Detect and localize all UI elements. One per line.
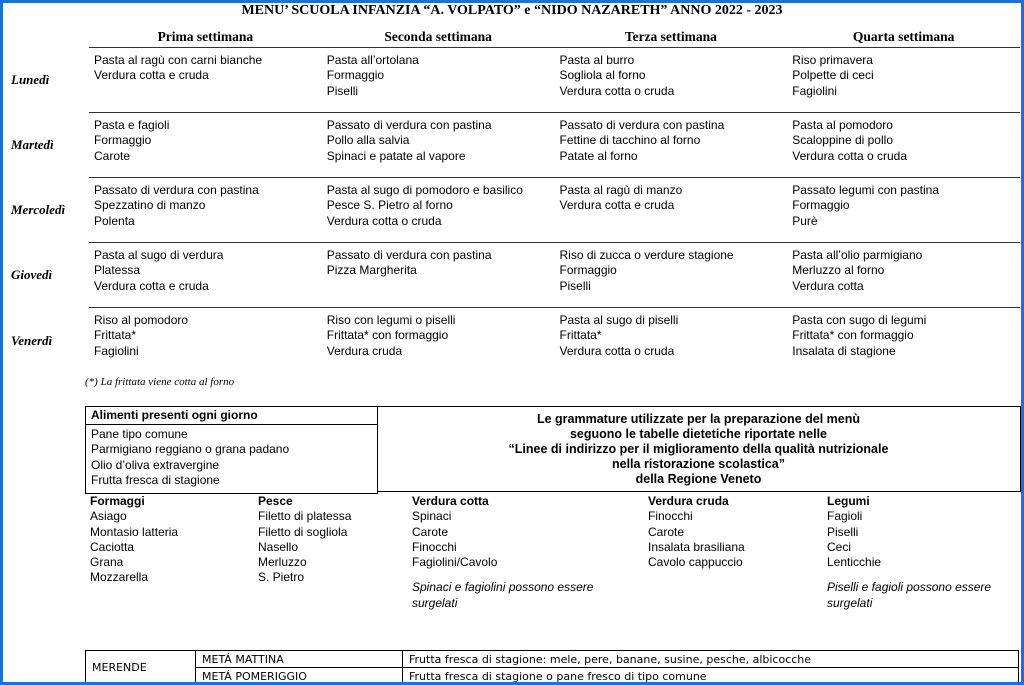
grammature-line: seguono le tabelle dietetiche riportate nelle [569,427,827,441]
dish: Sogliola al forno [559,68,646,83]
group-title: Verdura cruda [648,494,729,508]
dish: Frittata* [94,328,137,343]
group-item: Grana [90,555,124,570]
dish: Riso con legumi o piselli [326,313,456,327]
week-header: Seconda settimana [322,27,555,48]
snack-row [86,651,1019,668]
dish: Merluzzo al forno [792,263,885,278]
menu-cell [555,178,788,243]
grammature-line: nella ristorazione scolastica” [612,457,785,471]
food-group-verdura-cotta [412,494,642,611]
dish: Pasta al pomodoro [792,118,893,132]
menu-cell [555,48,788,113]
dish: Frittata* [559,328,602,343]
day-row [89,48,1020,113]
group-item: Finocchi [412,539,457,554]
menu-cell [787,178,1020,243]
group-item: Carote [412,524,449,539]
dish: Pasta con sugo di legumi [792,313,927,327]
group-item: Carote [648,524,685,539]
menu-cell [322,243,555,308]
group-item: Piselli [827,524,859,539]
dish: Riso al pomodoro [94,313,189,327]
menu-cell [89,308,322,373]
dish: Verdura cotta o cruda [559,343,675,358]
group-note: Spinaci e fagiolini possono essere surgelati [412,580,594,610]
day-label: Venerdì [11,333,53,348]
dish: Polpette di ceci [792,68,874,83]
dish [560,214,788,229]
dish: Pasta all’ortolana [326,53,419,67]
dish: Riso primavera [792,53,873,67]
dish: Formaggio [559,263,617,278]
menu-cell [89,113,322,178]
daily-foods-list [86,425,377,490]
dish: Fagiolini [94,343,139,358]
group-item: Merluzzo [258,555,307,570]
daily-food-item: Pane tipo comune [91,427,188,441]
dish: Verdura cotta o cruda [792,148,907,163]
dish: Scaloppine di pollo [792,133,893,148]
dish: Pesce S. Pietro al forno [326,198,453,213]
group-item: Caciotta [90,539,135,554]
weekly-menu-table [89,27,1020,372]
group-item: Montasio latteria [90,524,179,539]
food-group-formaggi [90,494,178,586]
group-item: Fagioli [827,509,863,524]
dish: Formaggio [792,198,850,213]
group-note: Piselli e fagioli possono essere surgelati [827,580,992,610]
group-item: Ceci [827,539,852,554]
daily-food-item: Parmigiano reggiano o grana padano [91,442,290,457]
group-title: Formaggi [90,494,145,508]
dish: Pasta al sugo di piselli [559,313,679,327]
menu-cell [787,308,1020,373]
menu-cell [322,113,555,178]
day-row [89,308,1020,373]
menu-cell [322,48,555,113]
day-label: Mercoledì [11,202,66,217]
food-group-legumi [827,494,1017,611]
menu-body [89,48,1020,373]
food-group-verdura-cruda [648,494,745,570]
grammature-box [377,406,1021,492]
menu-cell [89,48,322,113]
group-item: Insalata brasiliana [648,539,745,554]
frittata-note: (*) La frittata viene cotta al forno [85,376,235,388]
dish: Patate al forno [559,148,638,163]
food-group-pesce [258,494,351,586]
day-label: Giovedì [11,267,53,282]
group-item: Mozzarella [90,570,149,585]
snack-text: Frutta fresca di stagione: mele, pere, banane, susine, pesche, albicocche [403,651,1019,668]
dish: Riso di zucca o verdure stagione [559,248,734,262]
group-item: Spinaci [412,509,452,524]
dish: Polenta [94,213,135,228]
daily-food-item: Olio d’oliva extravergine [91,457,220,472]
week-header: Terza settimana [555,27,788,48]
daily-food-item: Frutta fresca di stagione [91,472,220,487]
dish: Platessa [94,263,141,278]
dish: Pizza Margherita [326,263,417,278]
dish [327,279,555,294]
dish: Piselli [559,278,591,293]
dish: Spezzatino di manzo [94,198,206,213]
group-item: Nasello [258,539,299,554]
snack-text: Frutta fresca di stagione o pane fresco di tipo comune [403,668,1019,685]
dish: Pasta all’olio parmigiano [792,248,923,262]
dish: Piselli [326,83,359,98]
dish: Passato di verdura con pastina [326,248,492,262]
dish: Verdura cruda [326,343,403,358]
week-header: Quarta settimana [787,27,1020,48]
snacks-label: MERENDE [86,651,196,685]
group-title: Legumi [827,494,870,508]
page-title: MENU’ SCUOLA INFANZIA “A. VOLPATO” e “NIDO NAZARETH” ANNO 2022 - 2023 [241,3,783,18]
group-item: Fagiolini/Cavolo [412,555,498,570]
dish: Verdura cotta e cruda [94,68,209,83]
group-title: Verdura cotta [412,494,489,508]
dish: Pasta al ragù con carni bianche [94,53,263,67]
menu-cell [787,113,1020,178]
dish: Fagiolini [792,83,837,98]
grammature-line: della Regione Veneto [635,472,762,486]
week-header-row [89,27,1020,48]
dish: Pasta e fagioli [94,118,170,132]
menu-cell [322,178,555,243]
day-row [89,178,1020,243]
group-item: Filetto di sogliola [258,524,348,539]
dish: Pasta al burro [559,53,635,67]
snack-row [86,668,1019,685]
dish: Pasta al sugo di verdura [94,248,224,262]
menu-cell [555,243,788,308]
dish: Verdura cotta e cruda [559,198,675,213]
dish: Insalata di stagione [792,343,896,358]
group-item: Asiago [90,509,127,524]
menu-cell [89,178,322,243]
menu-cell [787,48,1020,113]
menu-cell [89,243,322,308]
dish: Verdura cotta o cruda [326,213,442,228]
grammature-line: “Linee di indirizzo per il miglioramento della qualità nutrizionale [508,442,889,456]
dish [94,84,322,99]
dish: Formaggio [326,68,385,83]
dish: Passato di verdura con pastina [326,118,492,132]
day-label: Lunedì [11,72,50,87]
dish: Passato di verdura con pastina [94,183,259,197]
dish: Carote [94,148,131,163]
dish: Verdura cotta o cruda [559,83,675,98]
day-row [89,113,1020,178]
week-header: Prima settimana [89,27,322,48]
day-row [89,243,1020,308]
menu-cell [555,113,788,178]
dish: Pasta al ragù di manzo [559,183,683,197]
group-item: S. Pietro [258,570,305,585]
snacks-table [85,650,1019,685]
group-item: Finocchi [648,509,693,524]
menu-cell [322,308,555,373]
group-item: Filetto di platessa [258,509,352,524]
dish: Pasta al sugo di pomodoro e basilico [326,183,523,197]
menu-cell [787,243,1020,308]
grammature-line: Le grammature utilizzate per la preparazione del menù [536,412,860,426]
dish: Passato legumi con pastina [792,183,940,197]
dish: Frittata* con formaggio [326,328,449,343]
dish: Verdura cotta e cruda [94,278,209,293]
dish: Formaggio [94,133,152,148]
daily-foods-title: Alimenti presenti ogni giorno [86,407,377,425]
dish: Frittata* con formaggio [792,328,914,343]
dish: Pollo alla salvia [326,133,410,148]
group-item: Cavolo cappuccio [648,555,743,570]
daily-foods-box [85,406,378,494]
dish: Fettine di tacchino al forno [559,133,701,148]
group-title: Pesce [258,494,293,508]
dish: Spinaci e patate al vapore [326,148,466,163]
group-item: Lenticchie [827,555,882,570]
menu-cell [555,308,788,373]
day-label: Martedì [11,137,54,152]
dish: Verdura cotta [792,278,864,293]
snack-time: METÁ MATTINA [196,651,403,668]
snack-time: METÁ POMERIGGIO [196,668,403,685]
dish: Passato di verdura con pastina [559,118,725,132]
dish: Purè [792,213,818,228]
